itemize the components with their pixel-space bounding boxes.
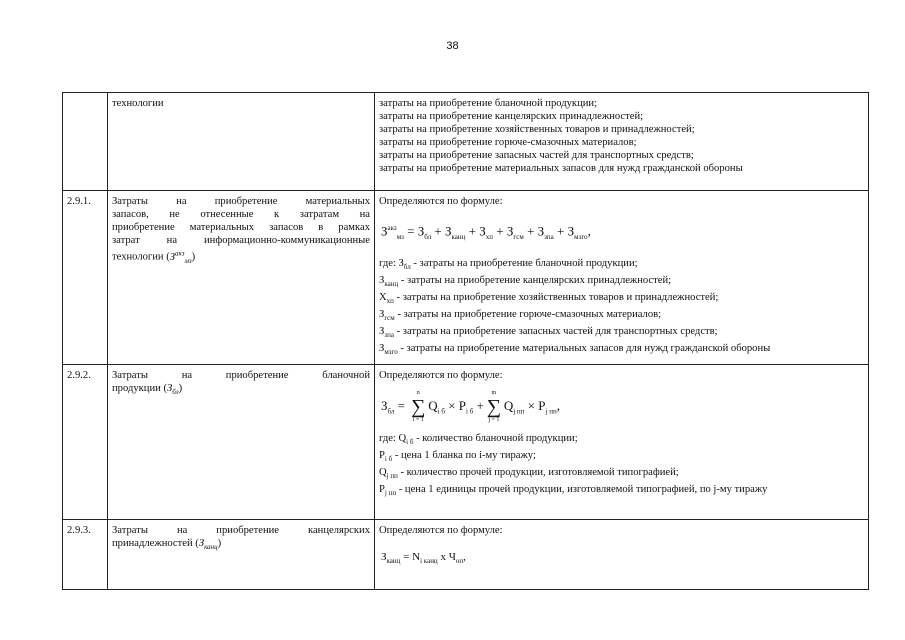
formula-intro: Определяются по формуле: [379, 524, 503, 536]
sum-symbol: n ∑ i = 1 [411, 389, 426, 423]
name-line: продукции $(З_{бл})$ [112, 382, 183, 396]
cost-table [62, 92, 869, 590]
name-line: технологии $(З^{акз}_{мз})$ [112, 249, 196, 265]
formula: $З_{бл}$ = n ∑ i = 1 $Q_{i б} \times P_{i б}$ + m ∑ j = 1 $Q_{j пп} \times P_{j пп}$, [381, 389, 560, 423]
name-line: приобретение материальных запасов в рамках [112, 222, 370, 233]
page-number: 38 [446, 40, 459, 52]
desc-line: затраты на приобретение материальных запасов для нужд гражданской обороны [379, 163, 743, 174]
row-description [375, 191, 869, 365]
name-line: Затраты на приобретение бланочной [112, 369, 370, 381]
row-number: 2.9.3. [63, 519, 108, 589]
name-line: Затраты на приобретение материальных [112, 196, 370, 207]
name-line: технологии [112, 98, 164, 109]
row-number [63, 93, 108, 191]
legend-line: $З_{канц}$ - затраты на приобретение канцелярских принадлежностей; [379, 275, 672, 289]
desc-line: затраты на приобретение горюче-смазочных материалов; [379, 137, 637, 148]
formula-intro: Определяются по формуле: [379, 369, 503, 381]
table-row [63, 519, 869, 589]
row-description [375, 93, 869, 191]
row-name [108, 191, 375, 365]
name-line: затрат на информационно-коммуникационные [112, 235, 370, 246]
legend-line: где: $Q_{i б}$ - количество бланочной продукции; [379, 432, 578, 446]
row-number: 2.9.2. [63, 364, 108, 519]
row-name [108, 519, 375, 589]
table-row [63, 364, 869, 519]
table-row [63, 93, 869, 191]
legend-line: $З_{гсм}$ - затраты на приобретение горюче-смазочных материалов; [379, 309, 662, 323]
formula: $З^{акз}_{мз} = З_{бл} + З_{канц} + З_{хп} + З_{гсм} + З_{зпа} + З_{мзго}$, [381, 223, 591, 241]
desc-line: затраты на приобретение канцелярских принадлежностей; [379, 111, 644, 122]
legend-line: $Q_{j пп}$ - количество прочей продукции, изготовляемой типографией; [379, 466, 679, 480]
legend-line: $P_{j пп}$ - цена 1 единицы прочей продукции, изготовляемой типографией, по j-му тиражу [379, 483, 768, 498]
legend-line: $P_{i б}$ - цена 1 бланка по i-му тиражу; [379, 449, 536, 463]
name-line: принадлежностей $(З_{канц})$ [112, 537, 222, 551]
row-name [108, 93, 375, 191]
legend-line: $З_{мзго}$ - затраты на приобретение материальных запасов для нужд гражданской обороны [379, 343, 771, 357]
name-line: запасов, не отнесенные к затратам на [112, 209, 370, 220]
desc-line: затраты на приобретение запасных частей для транспортных средств; [379, 150, 694, 161]
formula: $З_{канц} = N_{i канц}$ х $Ч_{оп}$, [381, 550, 466, 565]
desc-line: затраты на приобретение бланочной продукции; [379, 98, 598, 109]
formula-intro: Определяются по формуле: [379, 196, 503, 207]
table-row [63, 191, 869, 365]
legend-line: $З_{зпа}$ - затраты на приобретение запасных частей для транспортных средств; [379, 326, 718, 340]
row-number: 2.9.1. [63, 191, 108, 365]
sum-symbol: m ∑ j = 1 [486, 389, 501, 423]
row-name [108, 364, 375, 519]
desc-line: затраты на приобретение хозяйственных товаров и принадлежностей; [379, 124, 695, 135]
legend-line: $Х_{хп}$ - затраты на приобретение хозяйственных товаров и принадлежностей; [379, 292, 719, 306]
row-description [375, 519, 869, 589]
name-line: Затраты на приобретение канцелярских [112, 524, 370, 536]
row-description [375, 364, 869, 519]
legend-line: где: $З_{бл}$ - затраты на приобретение бланочной продукции; [379, 257, 638, 272]
